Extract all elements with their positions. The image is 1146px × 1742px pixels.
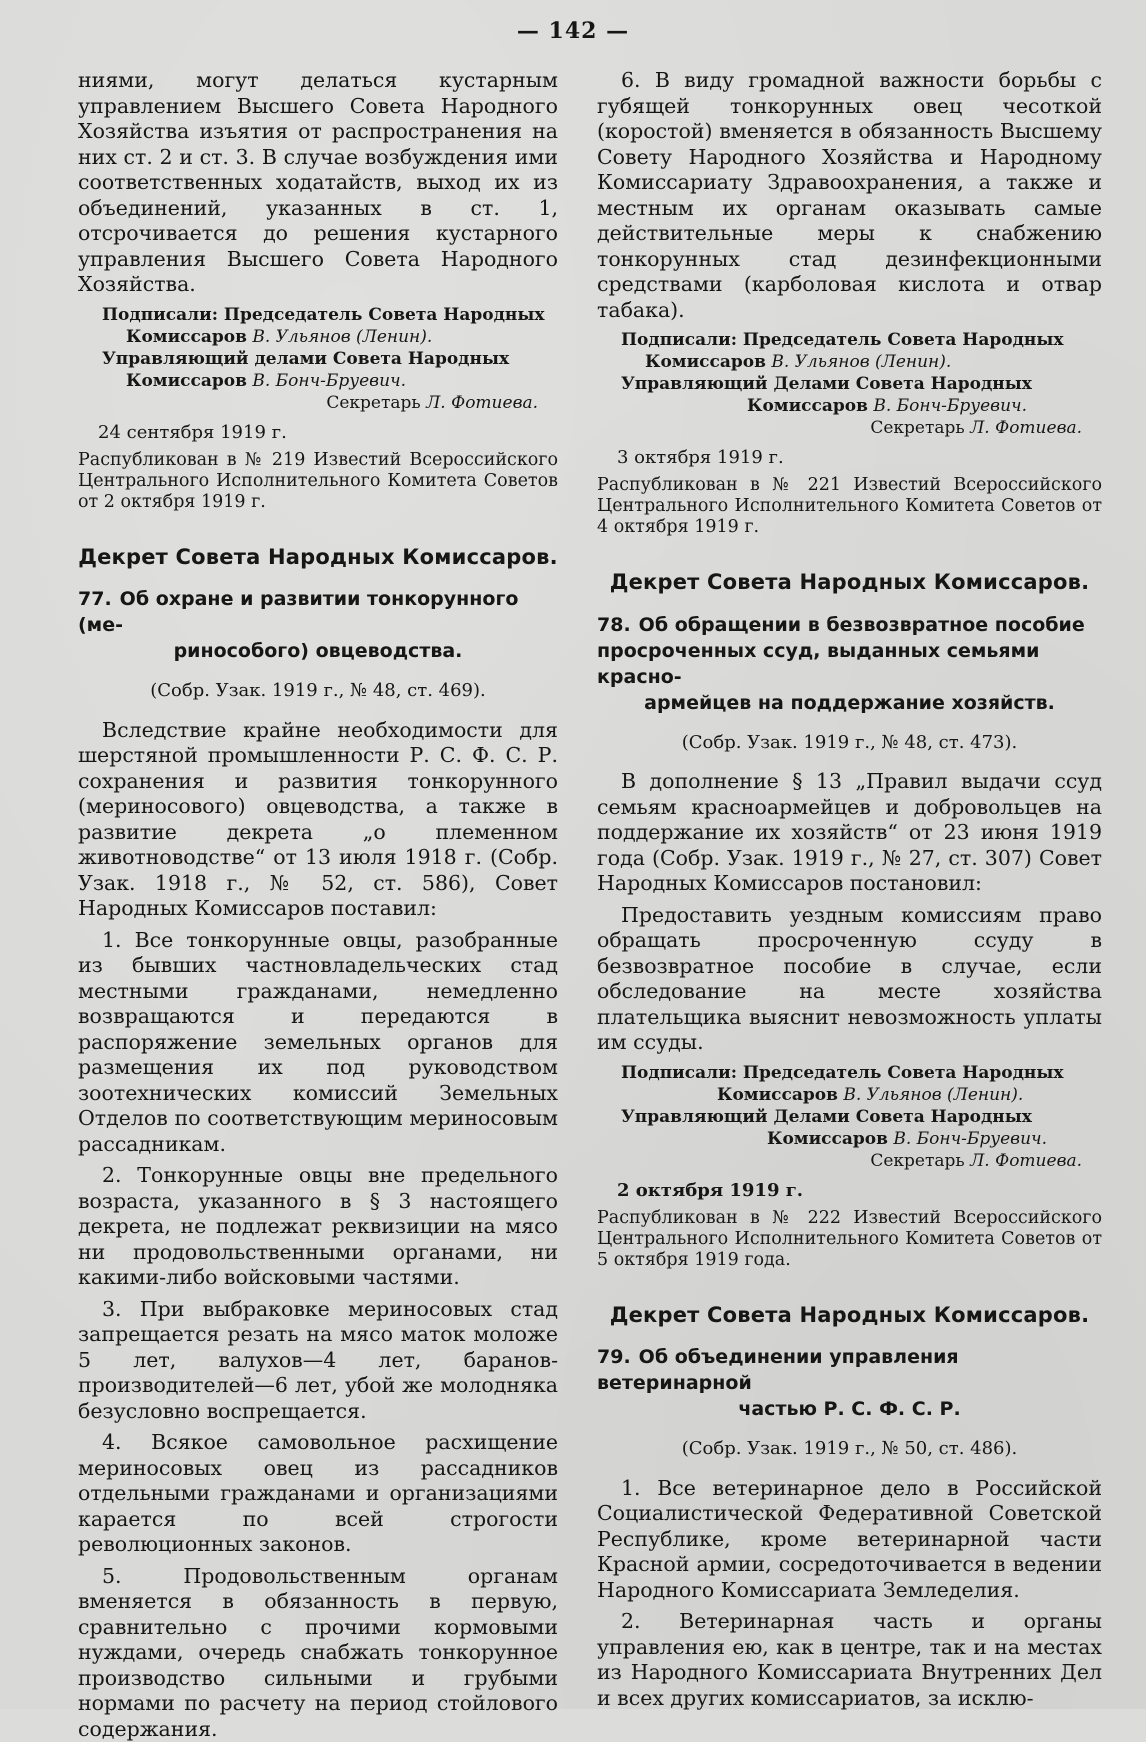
continuation-paragraph: ниями, могут делаться кустарным управлением Высшего Совета Народного Хозяйства изъятия от распространения на них ст. 2 и ст. 3. В случае возбуждения ими соответственных ходатайств, выход их из объединений, указанных в ст. 1, отсрочивается до решения кустарного управления Высшего Совета Народного Хозяйства.: [78, 68, 558, 298]
publication-note: Распубликован в № 222 Известий Всероссийского Центрального Исполнительного Комитета Советов от 5 октября 1919 года.: [597, 1208, 1102, 1271]
decree-title-line: просроченных ссуд, выданных семьями красно-: [597, 638, 1102, 690]
signature-role-cont: Комиссаров: [126, 327, 247, 347]
decree-paragraph: 1. Все ветеринарное дело в Российской Социалистической Федеративной Советской Республике, кроме ветеринарной части Красной армии, сосредоточивается в ведении Народного Комиссариата Земледелия.: [597, 1476, 1102, 1604]
signature-role-cont: Комиссаров: [717, 1085, 838, 1105]
signature-role: Подписали: Председатель Совета Народных: [102, 305, 545, 325]
signatures: [597, 329, 1102, 439]
decree-number: 77.: [78, 588, 112, 610]
decree-title: [78, 586, 558, 664]
decree-date: 3 октября 1919 г.: [597, 447, 1102, 469]
decree-title-line: Об объединении управления ветеринарной: [597, 1346, 959, 1394]
decree-title: [597, 612, 1102, 716]
signatures: [597, 1062, 1102, 1172]
publication-note: Распубликован в № 221 Известий Всероссийского Центрального Исполнительного Комитета Советов от 4 октября 1919 г.: [597, 475, 1102, 538]
right-column: [597, 68, 1102, 1711]
signature-name: В. Бонч-Бруевич.: [252, 371, 406, 391]
signature-name: В. Бонч-Бруевич.: [893, 1129, 1047, 1149]
decree-title: [597, 1344, 1102, 1422]
decree-title-line: Об обращении в безвозвратное пособие: [639, 614, 1085, 636]
page-number: — 142 —: [0, 18, 1146, 44]
signature-role: Управляющий Делами Совета Народных: [621, 1107, 1032, 1127]
signature-role-cont: Комиссаров: [767, 1129, 888, 1149]
decree-number: 78.: [597, 614, 631, 636]
decree-paragraph: 6. В виду громадной важности борьбы с губящей тонкорунных овец чесоткой (коростой) вменяется в обязанность Высшему Совету Народного Хозяйства и Народному Комиссариату Здравоохранения, а также и местным их органам оказывать самые действительные меры к снабжению тонкорунных стад дезинфекционными средствами (карболовая кислота и отвар табака).: [597, 68, 1102, 323]
publication-note: Распубликован в № 219 Известий Всероссийского Центрального Исполнительного Комитета Советов от 2 октября 1919 г.: [78, 450, 558, 513]
decree-number: 79.: [597, 1346, 631, 1368]
signature-name: В. Ульянов (Ленин).: [843, 1085, 1023, 1105]
decree-title-line: армейцев на поддержание хозяйств.: [597, 690, 1102, 716]
signatures: [78, 304, 558, 414]
signature-name: Л. Фотиева.: [970, 418, 1082, 438]
decree-paragraph: В дополнение § 13 „Правил выдачи ссуд семьям красноармейцев и добровольцев на поддержание их хозяйств“ от 23 июня 1919 года (Собр. Узак. 1919 г., № 27, ст. 307) Совет Народных Комиссаров постановил:: [597, 769, 1102, 897]
decree-date: 2 октября 1919 г.: [597, 1180, 1102, 1202]
signature-role: Секретарь: [870, 418, 964, 438]
signature-role: Управляющий Делами Совета Народных: [621, 374, 1032, 394]
decree-title-line: частью Р. С. Ф. С. Р.: [597, 1396, 1102, 1422]
signature-role: Подписали: Председатель Совета Народных: [621, 1063, 1064, 1083]
decree-title-line: ринособого) овцеводства.: [78, 638, 558, 664]
signature-role-cont: Комиссаров: [747, 396, 868, 416]
signature-name: Л. Фотиева.: [970, 1151, 1082, 1171]
signature-role-cont: Комиссаров: [126, 371, 247, 391]
signature-name: В. Бонч-Бруевич.: [873, 396, 1027, 416]
signature-name: В. Ульянов (Ленин).: [771, 352, 951, 372]
decree-paragraph: 5. Продовольственным органам вменяется в обязанность в первую, сравнительно с прочими кормовыми нуждами, очередь снабжать тонкорунное производство сильными и грубыми нормами по расчету на период стойлового содержания.: [78, 1564, 558, 1742]
decree-paragraph: Вследствие крайне необходимости для шерстяной промышленности Р. С. Ф. С. Р. сохранения и развития тонкорунного (мериносового) овцеводства, а также в развитие декрета „о племенном животноводстве“ от 13 июля 1918 г. (Собр. Узак. 1918 г., № 52, ст. 586), Совет Народных Комиссаров поставил:: [78, 718, 558, 922]
decree-paragraph: 4. Всякое самовольное расхищение мериносовых овец из рассадников отдельными гражданами и организациями карается по всей строгости революционных законов.: [78, 1430, 558, 1558]
decree-paragraph: 2. Тонкорунные овцы вне предельного возраста, указанного в § 3 настоящего декрета, не подлежат реквизиции на мясо ни продовольственными органами, ни какими-либо войсковыми частями.: [78, 1163, 558, 1291]
signature-role: Подписали: Председатель Совета Народных: [621, 330, 1064, 350]
signature-name: В. Ульянов (Ленин).: [252, 327, 432, 347]
decree-heading: Декрет Совета Народных Комиссаров.: [597, 1303, 1102, 1329]
decree-heading: Декрет Совета Народных Комиссаров.: [597, 570, 1102, 596]
decree-paragraph: 2. Ветеринарная часть и органы управления ею, как в центре, так и на местах из Народного Комиссариата Внутренних Дел и всех других комиссариатов, за исклю-: [597, 1609, 1102, 1711]
signature-name: Л. Фотиева.: [426, 393, 538, 413]
decree-source: (Собр. Узак. 1919 г., № 48, ст. 469).: [78, 678, 558, 704]
left-column: [78, 68, 558, 1742]
decree-source: (Собр. Узак. 1919 г., № 48, ст. 473).: [597, 730, 1102, 756]
decree-title-line: Об охране и развитии тонкорунного (ме-: [78, 588, 518, 636]
decree-date: 24 сентября 1919 г.: [78, 422, 558, 444]
signature-role: Управляющий делами Совета Народных: [102, 349, 509, 369]
signature-role: Секретарь: [326, 393, 420, 413]
decree-heading: Декрет Совета Народных Комиссаров.: [78, 545, 558, 571]
decree-paragraph: Предоставить уездным комиссиям право обращать просроченную ссуду в безвозвратное пособие в случае, если обследование на месте хозяйства плательщика выяснит невозможность уплаты им ссуды.: [597, 903, 1102, 1056]
decree-paragraph: 1. Все тонкорунные овцы, разобранные из бывших частновладельческих стад местными гражданами, немедленно возвращаются и передаются в распоряжение земельных органов для размещения их под руководством зоотехнических комиссий Земельных Отделов по соответствующим мериносовым рассадникам.: [78, 928, 558, 1158]
signature-role: Секретарь: [870, 1151, 964, 1171]
signature-role-cont: Комиссаров: [645, 352, 766, 372]
decree-paragraph: 3. При выбраковке мериносовых стад запрещается резать на мясо маток моложе 5 лет, валухов—4 лет, баранов-производителей—6 лет, убой же молодняка безусловно воспрещается.: [78, 1297, 558, 1425]
decree-source: (Собр. Узак. 1919 г., № 50, ст. 486).: [597, 1436, 1102, 1462]
